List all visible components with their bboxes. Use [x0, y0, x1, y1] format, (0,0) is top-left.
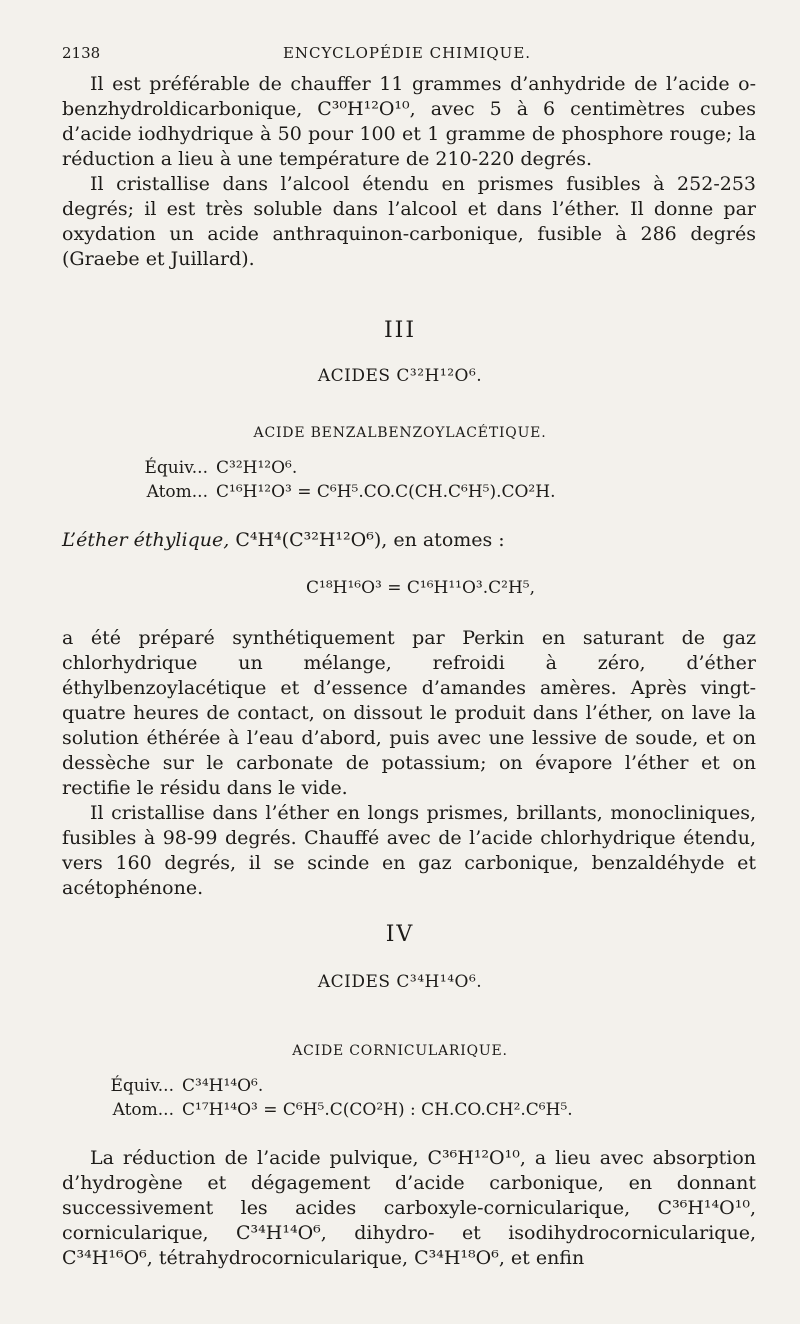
atom-label: Atom... [112, 1100, 174, 1120]
section-3-atom-line [110, 482, 555, 502]
section-4-equiv-line [76, 1076, 263, 1096]
section-4-number: IV [385, 922, 415, 947]
intro-paragraph-1: Il est préférable de chauffer 11 grammes d’anhydride de l’acide o-benzhydroldicarbonique, C³⁰H¹²O¹⁰, avec 5 à 6 centimètres cubes d’acide iodhydrique à 50 pour 100 et 1 gramme de phosphore rouge; la réduction a lieu à une température de 210-220 degrés. [62, 73, 756, 170]
ether-line [62, 528, 756, 553]
intro-text [62, 72, 756, 272]
equiv-formula: C³²H¹²O⁶. [216, 458, 298, 478]
section-3-equiv-line [110, 458, 297, 478]
equiv-label: Équiv... [144, 458, 208, 478]
equiv-label: Équiv... [110, 1076, 174, 1096]
section-4-paragraph-1: La réduction de l’acide pulvique, C³⁶H¹²O¹⁰, a lieu avec absorption d’hydrogène et dégagement d’acide carbonique, en donnant successivement les acides carboxyle-cornicularique, C³⁶H¹⁴O¹⁰, cornicularique, C³⁴H¹⁴O⁶, dihydro- et isodihydrocornicularique, C³⁴H¹⁶O⁶, tétrahydrocornicularique, C³⁴H¹⁸O⁶, et enfin [62, 1147, 756, 1269]
page-header [62, 44, 752, 68]
section-3-paragraph-1: a été préparé synthétiquement par Perkin en saturant de gaz chlorhydrique un mélange, refroidi à zéro, d’éther éthylbenzoylacétique et d’essence d’amandes amères. Après vingt-quatre heures de contact, on dissout le produit dans l’éther, on lave la solution éthérée à l’eau d’abord, puis avec une lessive de soude, et on dessèche sur le carbonate de potassium; on évapore l’éther et on rectifie le résidu dans le vide. [62, 627, 756, 799]
section-4-text [62, 1146, 756, 1271]
section-4-atom-line [76, 1100, 573, 1120]
section-3-text [62, 626, 756, 901]
equiv-formula: C³⁴H¹⁴O⁶. [182, 1076, 264, 1096]
ether-label: L’éther éthylique, [62, 529, 230, 551]
section-3-number: III [383, 318, 417, 343]
atom-formula: C¹⁷H¹⁴O³ = C⁶H⁵.C(CO²H) : CH.CO.CH².C⁶H⁵. [182, 1100, 573, 1120]
ether-description: C⁴H⁴(C³²H¹²O⁶), en atomes : [229, 529, 505, 551]
running-title: ENCYCLOPÉDIE CHIMIQUE. [282, 44, 532, 62]
intro-paragraph-2: Il cristallise dans l’alcool étendu en prismes fusibles à 252-253 degrés; il est très soluble dans l’alcool et dans l’éther. Il donne par oxydation un acide anthraquinon-carbonique, fusible à 286 degrés (Graebe et Juillard). [62, 173, 756, 270]
atom-label: Atom... [146, 482, 208, 502]
section-4-subtitle: ACIDE CORNICULARIQUE. [292, 1043, 508, 1059]
atom-formula: C¹⁶H¹²O³ = C⁶H⁵.CO.C(CH.C⁶H⁵).CO²H. [216, 482, 556, 502]
ether-formula: C¹⁸H¹⁶O³ = C¹⁶H¹¹O³.C²H⁵, [306, 578, 536, 598]
section-3-subtitle: ACIDE BENZALBENZOYLACÉTIQUE. [253, 425, 547, 441]
section-4-title: ACIDES C³⁴H¹⁴O⁶. [317, 972, 483, 992]
section-3-title: ACIDES C³²H¹²O⁶. [317, 366, 483, 386]
page-number: 2138 [62, 44, 101, 62]
section-3-paragraph-2: Il cristallise dans l’éther en longs prismes, brillants, monocliniques, fusibles à 98-99 degrés. Chauffé avec de l’acide chlorhydrique étendu, vers 160 degrés, il se scinde en gaz carbonique, benzaldéhyde et acétophénone. [62, 802, 756, 899]
